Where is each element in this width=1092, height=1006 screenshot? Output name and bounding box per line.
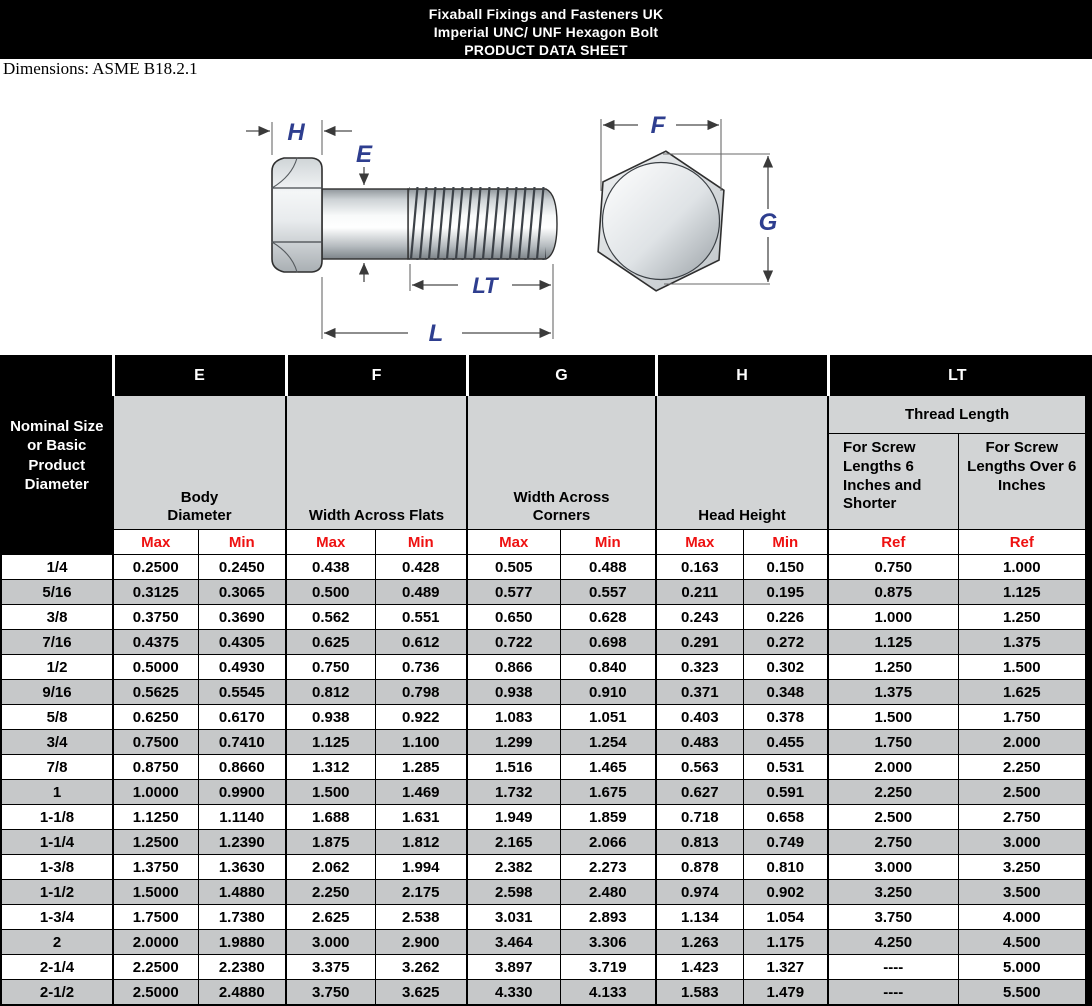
value-cell: 1.054 [743, 905, 828, 930]
value-cell: 1.423 [656, 955, 743, 980]
value-cell: 2.500 [828, 805, 958, 830]
value-cell: 3.250 [958, 855, 1086, 880]
value-cell: 4.330 [467, 980, 560, 1006]
value-cell: 1.254 [560, 730, 656, 755]
value-cell: 0.563 [656, 755, 743, 780]
value-cell: 2.062 [286, 855, 375, 880]
value-cell: 0.243 [656, 605, 743, 630]
value-cell: 0.5545 [198, 680, 286, 705]
nominal-size-cell: 7/8 [1, 755, 113, 780]
value-cell: 2.598 [467, 880, 560, 905]
value-cell: 0.750 [286, 655, 375, 680]
value-cell: 1.263 [656, 930, 743, 955]
value-cell: 0.8660 [198, 755, 286, 780]
value-cell: 3.306 [560, 930, 656, 955]
table-row [1, 655, 1086, 680]
value-cell: 1.000 [828, 605, 958, 630]
value-cell: 1.500 [828, 705, 958, 730]
value-cell: 1.469 [375, 780, 467, 805]
value-cell: 0.878 [656, 855, 743, 880]
dim-label-g: G [758, 209, 778, 236]
value-cell: 5.000 [958, 955, 1086, 980]
value-cell: 0.371 [656, 680, 743, 705]
value-cell: 0.3690 [198, 605, 286, 630]
value-cell: 2.480 [560, 880, 656, 905]
value-cell: 0.378 [743, 705, 828, 730]
value-cell: 3.262 [375, 955, 467, 980]
value-cell: 2.750 [958, 805, 1086, 830]
group-name-label: Width Across Corners [513, 488, 610, 525]
value-cell: 0.2450 [198, 555, 286, 580]
value-cell: 0.7500 [113, 730, 198, 755]
thread-lines [409, 187, 546, 260]
value-cell: 1.583 [656, 980, 743, 1006]
value-cell: 1.750 [828, 730, 958, 755]
value-cell: 0.813 [656, 830, 743, 855]
nominal-size-cell: 2-1/4 [1, 955, 113, 980]
value-cell: 0.6170 [198, 705, 286, 730]
value-cell: 0.938 [467, 680, 560, 705]
group-name-f [286, 396, 467, 530]
value-cell: 0.195 [743, 580, 828, 605]
value-cell: 1.994 [375, 855, 467, 880]
value-cell: 0.483 [656, 730, 743, 755]
value-cell: 3.500 [958, 880, 1086, 905]
value-cell: 2.066 [560, 830, 656, 855]
value-cell: 1.465 [560, 755, 656, 780]
value-cell: 2.538 [375, 905, 467, 930]
nominal-size-cell: 1/4 [1, 555, 113, 580]
value-cell: 1.051 [560, 705, 656, 730]
value-cell: 1.4880 [198, 880, 286, 905]
value-cell: 1.125 [958, 580, 1086, 605]
value-cell: 0.226 [743, 605, 828, 630]
value-cell: 0.722 [467, 630, 560, 655]
nominal-size-cell: 9/16 [1, 680, 113, 705]
value-cell: 1.675 [560, 780, 656, 805]
value-cell: 0.531 [743, 755, 828, 780]
bolt-side-view [272, 158, 557, 272]
nominal-size-cell: 3/4 [1, 730, 113, 755]
table-row [1, 730, 1086, 755]
value-cell: 2.273 [560, 855, 656, 880]
value-cell: 1.500 [286, 780, 375, 805]
chamfer-circle [603, 163, 720, 280]
nominal-size-cell: 2-1/2 [1, 980, 113, 1006]
company-title: Fixaball Fixings and Fasteners UK [428, 6, 664, 22]
group-name-e [113, 396, 286, 530]
value-cell: 1.688 [286, 805, 375, 830]
col-group-g: G [467, 356, 656, 396]
value-cell: 1.1250 [113, 805, 198, 830]
value-cell: 3.000 [286, 930, 375, 955]
value-cell: 0.6250 [113, 705, 198, 730]
value-cell: 2.000 [828, 755, 958, 780]
value-cell: 0.3125 [113, 580, 198, 605]
limit-lt-ref1: Ref [828, 530, 958, 555]
value-cell: 1.000 [958, 555, 1086, 580]
value-cell: 0.4305 [198, 630, 286, 655]
bolt-head-side [272, 158, 322, 272]
value-cell: 0.348 [743, 680, 828, 705]
value-cell: 0.3065 [198, 580, 286, 605]
screw-shorter-header [828, 434, 958, 530]
table-body [1, 555, 1086, 1006]
value-cell: 3.250 [828, 880, 958, 905]
value-cell: 2.250 [286, 880, 375, 905]
value-cell: 3.000 [828, 855, 958, 880]
value-cell: 0.718 [656, 805, 743, 830]
group-name-h [656, 396, 828, 530]
value-cell: 1.949 [467, 805, 560, 830]
nominal-size-cell: 1-1/2 [1, 880, 113, 905]
limit-g-max: Max [467, 530, 560, 555]
dim-label-f: F [650, 112, 666, 139]
value-cell: 1.7500 [113, 905, 198, 930]
nominal-size-cell: 1-1/4 [1, 830, 113, 855]
value-cell: 2.5000 [113, 980, 198, 1006]
table-row [1, 955, 1086, 980]
value-cell: 0.488 [560, 555, 656, 580]
value-cell: 1.250 [958, 605, 1086, 630]
value-cell: 3.375 [286, 955, 375, 980]
limit-e-max: Max [113, 530, 198, 555]
value-cell: 2.625 [286, 905, 375, 930]
value-cell: 0.840 [560, 655, 656, 680]
value-cell: 0.562 [286, 605, 375, 630]
value-cell: 3.000 [958, 830, 1086, 855]
value-cell: 1.9880 [198, 930, 286, 955]
value-cell: 2.000 [958, 730, 1086, 755]
value-cell: 3.625 [375, 980, 467, 1006]
table-row [1, 855, 1086, 880]
value-cell: 3.464 [467, 930, 560, 955]
screw-over-header [958, 434, 1086, 530]
value-cell: 3.897 [467, 955, 560, 980]
value-cell: 0.403 [656, 705, 743, 730]
value-cell: 0.750 [828, 555, 958, 580]
value-cell: 4.250 [828, 930, 958, 955]
value-cell: 0.5000 [113, 655, 198, 680]
value-cell: 1.299 [467, 730, 560, 755]
group-name-row [1, 396, 1086, 434]
col-group-lt: LT [828, 356, 1086, 396]
value-cell: 2.175 [375, 880, 467, 905]
screw-over-label: For Screw Lengths Over 6 Inches [967, 439, 1077, 494]
value-cell: 1.3750 [113, 855, 198, 880]
value-cell: 1.134 [656, 905, 743, 930]
value-cell: 1.250 [828, 655, 958, 680]
value-cell: 1.732 [467, 780, 560, 805]
value-cell: 1.2390 [198, 830, 286, 855]
table-row [1, 555, 1086, 580]
nominal-size-cell: 1/2 [1, 655, 113, 680]
value-cell: 1.516 [467, 755, 560, 780]
value-cell: 0.625 [286, 630, 375, 655]
value-cell: 0.650 [467, 605, 560, 630]
value-cell: 1.0000 [113, 780, 198, 805]
limit-header-row [1, 530, 1086, 555]
value-cell: 0.7410 [198, 730, 286, 755]
value-cell: 3.750 [828, 905, 958, 930]
value-cell: 2.500 [958, 780, 1086, 805]
nominal-size-cell: 3/8 [1, 605, 113, 630]
value-cell: 2.0000 [113, 930, 198, 955]
value-cell: 0.557 [560, 580, 656, 605]
value-cell: 1.750 [958, 705, 1086, 730]
value-cell: 1.631 [375, 805, 467, 830]
table-row [1, 905, 1086, 930]
nominal-size-cell: 2 [1, 930, 113, 955]
nominal-size-cell: 1-1/8 [1, 805, 113, 830]
value-cell: 1.175 [743, 930, 828, 955]
value-cell: 1.312 [286, 755, 375, 780]
value-cell: 0.272 [743, 630, 828, 655]
value-cell: ---- [828, 955, 958, 980]
value-cell: 1.100 [375, 730, 467, 755]
value-cell: 0.2500 [113, 555, 198, 580]
value-cell: 0.736 [375, 655, 467, 680]
value-cell: 5.500 [958, 980, 1086, 1006]
value-cell: 0.591 [743, 780, 828, 805]
value-cell: 2.382 [467, 855, 560, 880]
value-cell: 2.250 [958, 755, 1086, 780]
value-cell: 0.866 [467, 655, 560, 680]
value-cell: 2.4880 [198, 980, 286, 1006]
value-cell: 1.125 [286, 730, 375, 755]
value-cell: 0.810 [743, 855, 828, 880]
value-cell: 0.627 [656, 780, 743, 805]
value-cell: 0.910 [560, 680, 656, 705]
value-cell: 0.5625 [113, 680, 198, 705]
nominal-size-cell: 5/16 [1, 580, 113, 605]
table-row [1, 930, 1086, 955]
value-cell: 0.489 [375, 580, 467, 605]
value-cell: 0.323 [656, 655, 743, 680]
value-cell: 0.812 [286, 680, 375, 705]
nominal-size-cell: 1-3/4 [1, 905, 113, 930]
value-cell: 3.031 [467, 905, 560, 930]
value-cell: 1.083 [467, 705, 560, 730]
value-cell: 0.500 [286, 580, 375, 605]
value-cell: 0.4375 [113, 630, 198, 655]
dimension-table-wrap [0, 355, 1092, 1006]
value-cell: 2.750 [828, 830, 958, 855]
limit-e-min: Min [198, 530, 286, 555]
screw-shorter-label: For Screw Lengths 6 Inches and Shorter [843, 439, 922, 513]
value-cell: 0.3750 [113, 605, 198, 630]
value-cell: 3.750 [286, 980, 375, 1006]
dimension-table [0, 355, 1087, 1006]
group-name-label: Head Height [698, 507, 786, 525]
value-cell: ---- [828, 980, 958, 1006]
value-cell: 0.8750 [113, 755, 198, 780]
value-cell: 0.902 [743, 880, 828, 905]
value-cell: 0.438 [286, 555, 375, 580]
value-cell: 0.974 [656, 880, 743, 905]
limit-lt-ref2: Ref [958, 530, 1086, 555]
value-cell: 1.500 [958, 655, 1086, 680]
value-cell: 1.2500 [113, 830, 198, 855]
standard-note: Dimensions: ASME B18.2.1 [3, 59, 198, 78]
value-cell: 0.163 [656, 555, 743, 580]
table-row [1, 580, 1086, 605]
product-title: Imperial UNC/ UNF Hexagon Bolt [433, 24, 659, 40]
table-row [1, 680, 1086, 705]
value-cell: 0.698 [560, 630, 656, 655]
value-cell: 0.577 [467, 580, 560, 605]
value-cell: 0.875 [828, 580, 958, 605]
table-right-edge [1087, 355, 1092, 1006]
nominal-size-cell: 1-3/8 [1, 855, 113, 880]
bolt-shank [322, 189, 408, 259]
limit-h-max: Max [656, 530, 743, 555]
value-cell: 0.150 [743, 555, 828, 580]
sheet-title: PRODUCT DATA SHEET [464, 42, 628, 58]
value-cell: 1.812 [375, 830, 467, 855]
table-row [1, 880, 1086, 905]
group-name-g [467, 396, 656, 530]
value-cell: 0.938 [286, 705, 375, 730]
nominal-size-cell: 7/16 [1, 630, 113, 655]
nominal-size-cell: 1 [1, 780, 113, 805]
group-name-label: Body Diameter [167, 488, 232, 525]
value-cell: 0.455 [743, 730, 828, 755]
value-cell: 0.658 [743, 805, 828, 830]
value-cell: 1.875 [286, 830, 375, 855]
value-cell: 2.900 [375, 930, 467, 955]
value-cell: 2.165 [467, 830, 560, 855]
dim-label-h: H [287, 119, 305, 146]
value-cell: 0.9900 [198, 780, 286, 805]
limit-h-min: Min [743, 530, 828, 555]
value-cell: 1.125 [828, 630, 958, 655]
value-cell: 0.505 [467, 555, 560, 580]
value-cell: 1.625 [958, 680, 1086, 705]
value-cell: 0.302 [743, 655, 828, 680]
value-cell: 1.375 [958, 630, 1086, 655]
value-cell: 2.2500 [113, 955, 198, 980]
value-cell: 0.291 [656, 630, 743, 655]
table-row [1, 630, 1086, 655]
value-cell: 0.4930 [198, 655, 286, 680]
value-cell: 0.798 [375, 680, 467, 705]
col-group-h: H [656, 356, 828, 396]
table-row [1, 830, 1086, 855]
table-row [1, 605, 1086, 630]
value-cell: 4.500 [958, 930, 1086, 955]
group-name-label: Width Across Flats [308, 507, 445, 525]
value-cell: 1.375 [828, 680, 958, 705]
nominal-size-cell: 5/8 [1, 705, 113, 730]
table-row [1, 805, 1086, 830]
table-row [1, 980, 1086, 1006]
value-cell: 0.749 [743, 830, 828, 855]
limit-g-min: Min [560, 530, 656, 555]
value-cell: 2.2380 [198, 955, 286, 980]
dim-label-e: E [355, 141, 373, 168]
value-cell: 0.922 [375, 705, 467, 730]
value-cell: 0.211 [656, 580, 743, 605]
table-row [1, 755, 1086, 780]
value-cell: 0.612 [375, 630, 467, 655]
value-cell: 0.428 [375, 555, 467, 580]
value-cell: 1.479 [743, 980, 828, 1006]
value-cell: 1.327 [743, 955, 828, 980]
bolt-diagram [0, 79, 1092, 355]
table-row [1, 780, 1086, 805]
value-cell: 2.893 [560, 905, 656, 930]
value-cell: 1.1140 [198, 805, 286, 830]
bolt-diagram-svg [0, 79, 1092, 355]
value-cell: 0.551 [375, 605, 467, 630]
value-cell: 1.3630 [198, 855, 286, 880]
value-cell: 2.250 [828, 780, 958, 805]
dim-label-l: L [428, 320, 444, 347]
limit-f-min: Min [375, 530, 467, 555]
value-cell: 3.719 [560, 955, 656, 980]
corner-header: Nominal Size or Basic Product Diameter [1, 356, 113, 555]
value-cell: 4.133 [560, 980, 656, 1006]
thread-length-header: Thread Length [828, 396, 1086, 434]
col-group-e: E [113, 356, 286, 396]
col-group-f: F [286, 356, 467, 396]
bolt-head-view [596, 147, 727, 295]
value-cell: 1.7380 [198, 905, 286, 930]
limit-f-max: Max [286, 530, 375, 555]
value-cell: 1.859 [560, 805, 656, 830]
value-cell: 0.628 [560, 605, 656, 630]
code-header-row [1, 356, 1086, 396]
value-cell: 4.000 [958, 905, 1086, 930]
value-cell: 1.285 [375, 755, 467, 780]
dim-label-lt: LT [472, 273, 498, 298]
title-bar [0, 0, 1092, 59]
value-cell: 1.5000 [113, 880, 198, 905]
table-row [1, 705, 1086, 730]
